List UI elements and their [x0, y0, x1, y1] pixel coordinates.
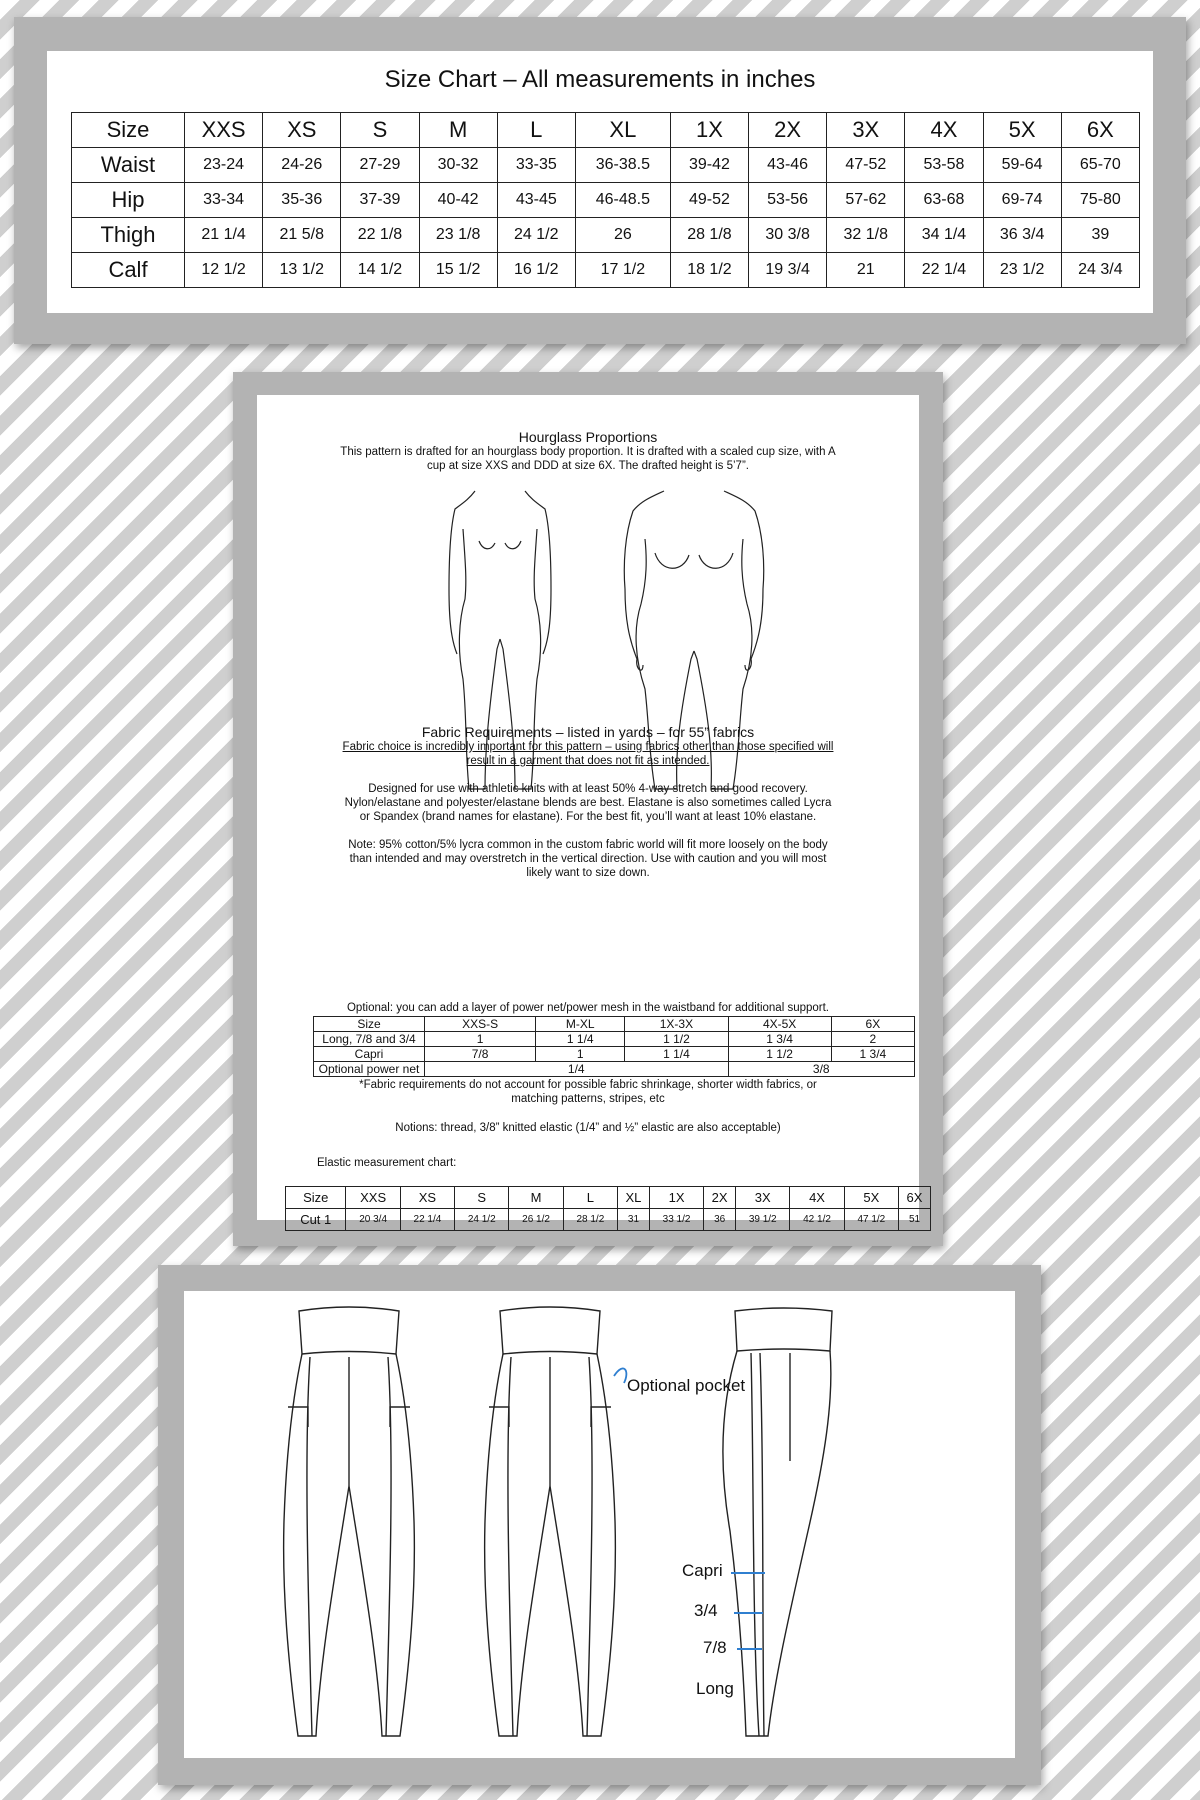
table-cell: 1 1/2	[625, 1032, 728, 1047]
header-cell: 5X	[983, 113, 1061, 148]
table-cell: 47-52	[827, 148, 905, 183]
leggings-technical-drawing	[184, 1291, 1015, 1758]
table-cell: 1 3/4	[728, 1032, 831, 1047]
table-cell: 35-36	[263, 183, 341, 218]
table-cell: 7/8	[425, 1047, 536, 1062]
header-cell: 3X	[827, 113, 905, 148]
elastic-chart-title: Elastic measurement chart:	[317, 1157, 457, 1169]
table-cell: 22 1/8	[341, 218, 419, 253]
table-cell: 33-35	[497, 148, 575, 183]
table-cell: 27-29	[341, 148, 419, 183]
table-cell: XXS	[346, 1187, 400, 1209]
table-cell: 53-56	[749, 183, 827, 218]
table-cell: Capri	[314, 1047, 425, 1062]
table-cell: 28 1/8	[670, 218, 748, 253]
table-row	[314, 1062, 915, 1077]
pattern-info-page	[257, 395, 923, 1227]
leggings-drawing-panel	[158, 1265, 1041, 1785]
table-cell: 6X	[831, 1017, 914, 1032]
table-cell: 37-39	[341, 183, 419, 218]
designed-text: or Spandex (brand names for elastane). For the best fit, you’ll want at least 10% elastane.	[359, 811, 817, 823]
table-cell: 65-70	[1061, 148, 1139, 183]
table-cell: 53-58	[905, 148, 983, 183]
header-cell: XL	[575, 113, 670, 148]
header-cell: 1X	[670, 113, 748, 148]
pattern-info-panel	[233, 372, 943, 1246]
table-cell: Cut 1	[286, 1209, 346, 1231]
table-cell: 1 1/4	[625, 1047, 728, 1062]
header-cell: 2X	[749, 113, 827, 148]
table-row	[314, 1017, 915, 1032]
table-cell: M-XL	[536, 1017, 625, 1032]
leggings-drawing-card	[184, 1291, 1015, 1758]
table-cell: 43-46	[749, 148, 827, 183]
long-label: Long	[696, 1679, 734, 1698]
table-cell: 75-80	[1061, 183, 1139, 218]
table-cell: 3X	[736, 1187, 790, 1209]
proportions-text: This pattern is drafted for an hourglass body proportion. It is drafted with a scaled cup size, with A	[340, 446, 836, 458]
table-cell: 16 1/2	[497, 253, 575, 288]
table-cell: S	[455, 1187, 509, 1209]
table-cell: 28 1/2	[563, 1209, 617, 1231]
table-cell: 24-26	[263, 148, 341, 183]
fabric-title: Fabric Requirements – listed in yards – for 55” fabrics	[421, 724, 755, 740]
header-cell: 4X	[905, 113, 983, 148]
table-cell: 36-38.5	[575, 148, 670, 183]
table-cell: 1 1/2	[728, 1047, 831, 1062]
table-cell: 59-64	[983, 148, 1061, 183]
leggings-front-view	[284, 1307, 415, 1736]
table-cell: 24 1/2	[455, 1209, 509, 1231]
table-cell: 3/8	[728, 1062, 914, 1077]
pocket-arrow-icon	[614, 1368, 626, 1383]
table-cell: 17 1/2	[575, 253, 670, 288]
table-cell: 22 1/4	[400, 1209, 454, 1231]
notions-text: Notions: thread, 3/8” knitted elastic (1/4” and ½” elastic are also acceptable)	[395, 1122, 781, 1134]
leggings-side-view	[723, 1308, 832, 1736]
table-cell: Size	[286, 1187, 346, 1209]
table-cell: 30-32	[419, 148, 497, 183]
table-cell: 20 3/4	[346, 1209, 400, 1231]
table-cell: 32 1/8	[827, 218, 905, 253]
table-cell: 1 1/4	[536, 1032, 625, 1047]
table-cell: 15 1/2	[419, 253, 497, 288]
table-row	[286, 1187, 931, 1209]
header-cell: L	[497, 113, 575, 148]
table-cell: 1	[425, 1032, 536, 1047]
table-cell: 24 1/2	[497, 218, 575, 253]
leggings-back-view	[485, 1307, 616, 1736]
row-label: Thigh	[72, 218, 185, 253]
table-cell: 33-34	[185, 183, 263, 218]
table-cell: 6X	[899, 1187, 931, 1209]
table-cell: 30 3/8	[749, 218, 827, 253]
table-cell: 1/4	[425, 1062, 729, 1077]
table-cell: 1	[536, 1047, 625, 1062]
table-cell: 5X	[844, 1187, 898, 1209]
table-cell: Optional power net	[314, 1062, 425, 1077]
capri-label: Capri	[682, 1561, 723, 1580]
seven-eighth-label: 7/8	[703, 1638, 727, 1657]
designed-text: Nylon/elastane and polyester/elastane blends are best. Elastane is also sometimes called Lycra	[344, 797, 832, 809]
table-cell: 26 1/2	[509, 1209, 563, 1231]
row-label: Waist	[72, 148, 185, 183]
size-chart-panel	[14, 17, 1186, 344]
table-cell: Long, 7/8 and 3/4	[314, 1032, 425, 1047]
table-cell: 47 1/2	[844, 1209, 898, 1231]
header-cell: Size	[72, 113, 185, 148]
table-cell: 12 1/2	[185, 253, 263, 288]
table-row	[72, 183, 1140, 218]
table-cell: 21 5/8	[263, 218, 341, 253]
table-cell: 39 1/2	[736, 1209, 790, 1231]
proportions-text: cup at size XXS and DDD at size 6X. The drafted height is 5’7”.	[427, 460, 749, 472]
table-cell: 31	[618, 1209, 650, 1231]
fabric-warning: Fabric choice is incredibly important for this pattern – using fabrics other than those specified will	[342, 741, 834, 753]
table-cell: 36 3/4	[983, 218, 1061, 253]
table-cell: 49-52	[670, 183, 748, 218]
table-cell: 69-74	[983, 183, 1061, 218]
table-cell: 2	[831, 1032, 914, 1047]
size-chart-header-row	[72, 113, 1140, 148]
table-cell: 42 1/2	[790, 1209, 844, 1231]
table-cell: Size	[314, 1017, 425, 1032]
table-row	[72, 148, 1140, 183]
table-cell: 40-42	[419, 183, 497, 218]
header-cell: XXS	[185, 113, 263, 148]
table-cell: 51	[899, 1209, 931, 1231]
table-cell: 39	[1061, 218, 1139, 253]
table-cell: 19 3/4	[749, 253, 827, 288]
table-cell: 39-42	[670, 148, 748, 183]
table-cell: 36	[704, 1209, 736, 1231]
table-cell: 22 1/4	[905, 253, 983, 288]
note-text: than intended and may overstretch in the vertical direction. Use with caution and you will most	[349, 853, 827, 865]
table-row	[72, 218, 1140, 253]
fabric-table	[313, 1016, 915, 1077]
table-row	[72, 253, 1140, 288]
table-cell: 34 1/4	[905, 218, 983, 253]
table-cell: 13 1/2	[263, 253, 341, 288]
table-row	[314, 1047, 915, 1062]
note-text: likely want to size down.	[526, 867, 650, 879]
table-cell: 33 1/2	[649, 1209, 703, 1231]
table-cell: 23-24	[185, 148, 263, 183]
table-cell: 1 3/4	[831, 1047, 914, 1062]
disclaimer-text: matching patterns, stripes, etc	[511, 1093, 665, 1105]
size-chart-card	[47, 51, 1153, 313]
row-label: Hip	[72, 183, 185, 218]
note-text: Note: 95% cotton/5% lycra common in the custom fabric world will fit more loosely on the body	[348, 839, 828, 851]
table-row	[314, 1032, 915, 1047]
table-cell: 26	[575, 218, 670, 253]
table-cell: 63-68	[905, 183, 983, 218]
optional-pocket-label: Optional pocket	[627, 1376, 746, 1395]
table-cell: 23 1/2	[983, 253, 1061, 288]
three-quarter-label: 3/4	[694, 1601, 718, 1620]
size-chart-table	[71, 112, 1140, 288]
disclaimer-text: *Fabric requirements do not account for possible fabric shrinkage, shorter width fabrics, or	[359, 1079, 817, 1091]
header-cell: M	[419, 113, 497, 148]
fabric-warning: result in a garment that does not fit as intended.	[466, 755, 710, 767]
table-cell: XS	[400, 1187, 454, 1209]
table-cell: L	[563, 1187, 617, 1209]
table-cell: 1X-3X	[625, 1017, 728, 1032]
table-cell: 43-45	[497, 183, 575, 218]
header-cell: 6X	[1061, 113, 1139, 148]
table-cell: 24 3/4	[1061, 253, 1139, 288]
optional-text: Optional: you can add a layer of power net/power mesh in the waistband for additional support.	[346, 1002, 829, 1014]
proportions-title: Hourglass Proportions	[518, 429, 658, 445]
table-cell: M	[509, 1187, 563, 1209]
table-cell: 4X	[790, 1187, 844, 1209]
table-cell: 18 1/2	[670, 253, 748, 288]
size-chart-title: Size Chart – All measurements in inches	[384, 66, 816, 93]
table-cell: XL	[618, 1187, 650, 1209]
table-cell: 21	[827, 253, 905, 288]
header-cell: XS	[263, 113, 341, 148]
header-cell: S	[341, 113, 419, 148]
table-cell: 14 1/2	[341, 253, 419, 288]
table-cell: 21 1/4	[185, 218, 263, 253]
table-cell: 57-62	[827, 183, 905, 218]
designed-text: Designed for use with athletic knits with at least 50% 4-way stretch and good recovery.	[368, 783, 808, 795]
table-cell: 1X	[649, 1187, 703, 1209]
elastic-table	[285, 1186, 931, 1231]
row-label: Calf	[72, 253, 185, 288]
table-row	[286, 1209, 931, 1231]
table-cell: 2X	[704, 1187, 736, 1209]
table-cell: XXS-S	[425, 1017, 536, 1032]
table-cell: 23 1/8	[419, 218, 497, 253]
table-cell: 46-48.5	[575, 183, 670, 218]
table-cell: 4X-5X	[728, 1017, 831, 1032]
